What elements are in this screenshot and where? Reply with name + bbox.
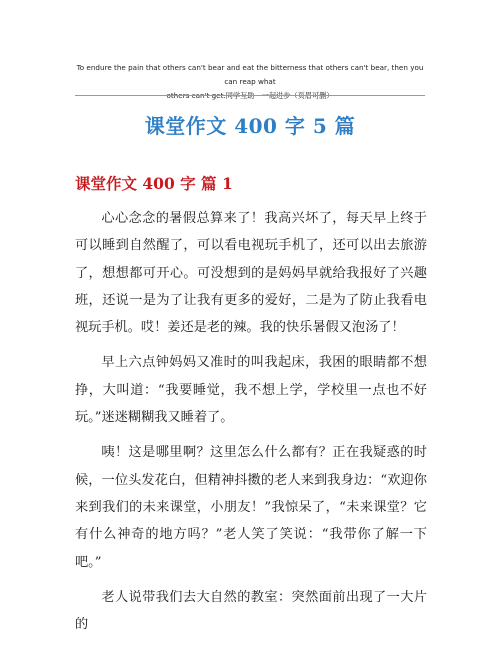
section-heading: 课堂作文 400 字 篇 1 bbox=[75, 174, 233, 193]
header-divider bbox=[75, 95, 425, 96]
document-title: 课堂作文 400 字 5 篇 bbox=[144, 114, 356, 138]
page-header-note bbox=[70, 61, 430, 103]
essay-paragraph: 早上六点钟妈妈又准时的叫我起床，我困的眼睛都不想挣，大叫道：“我要睡觉，我不想上学，学校里一点也不好玩。”迷迷糊糊我又睡着了。 bbox=[75, 355, 427, 426]
header-note-line-2: others can't get.同学互助 一起进步（页眉可删） bbox=[166, 91, 334, 100]
essay-paragraph: 咦！这是哪里啊？这里怎么什么都有？正在我疑惑的时候，一位头发花白，但精神抖擞的老人来到我身边：“欢迎你来到我们的未来课堂，小朋友！”我惊呆了，“未来课堂？它有什么神奇的地方吗？”老人笑了笑说：“我带你了解一下吧。” bbox=[75, 445, 427, 570]
essay-paragraph: 老人说带我们去大自然的教室：突然面前出现了一大片的 bbox=[75, 589, 427, 633]
essay-paragraph: 心心念念的暑假总算来了！我高兴坏了，每天早上终于可以睡到自然醒了，可以看电视玩手机了，还可以出去旅游了，想想都可开心。可没想到的是妈妈早就给我报好了兴趣班，还说一是为了让我有更多的爱好，二是为了防止我看电视玩手机。哎！姜还是老的辣。我的快乐暑假又泡汤了！ bbox=[75, 211, 427, 336]
header-note-line-1: To endure the pain that others can't bear and eat the bitterness that others can't bear, then you can reap what bbox=[76, 63, 424, 86]
essay-body bbox=[75, 205, 427, 646]
